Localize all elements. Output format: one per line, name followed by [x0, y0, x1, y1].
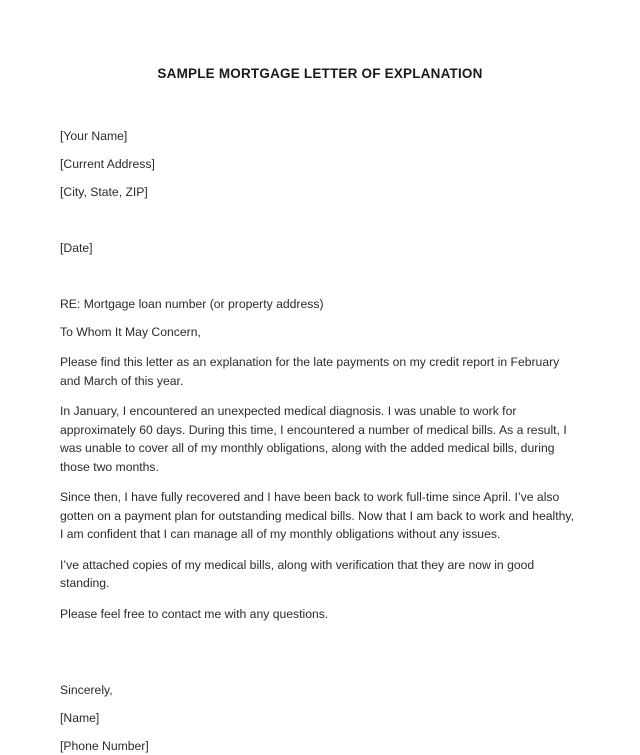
letter-content: [60, 0, 580, 755]
closing-block: [60, 681, 580, 755]
subject-line: RE: Mortgage loan number (or property address): [60, 297, 324, 311]
body-paragraph: Since then, I have fully recovered and I have been back to work full-time since April. I’ve also gotten on a payment plan for outstanding medical bills. Now that I am back to work and healthy, I am confident that I can manage all of my monthly obligations without any issues.: [60, 490, 574, 541]
body-paragraph: I’ve attached copies of my medical bills, along with verification that they are now in good standing.: [60, 557, 535, 590]
signer-name-placeholder: [Name]: [60, 711, 100, 725]
body-paragraph: Please feel free to contact me with any questions.: [60, 606, 329, 621]
valediction: Sincerely,: [60, 683, 113, 697]
sender-address-block: [60, 127, 580, 201]
signer-phone-placeholder: [Phone Number]: [60, 739, 149, 753]
sender-address-placeholder: [Current Address]: [60, 157, 155, 171]
sender-name-placeholder: [Your Name]: [60, 129, 128, 143]
body-paragraph: In January, I encountered an unexpected medical diagnosis. I was unable to work for approximately 60 days. During this time, I encountered a number of medical bills. As a result, I was unable to cover all of my monthly obligations, along with the added medical bills, during those two months.: [60, 404, 567, 474]
body-paragraph: Please find this letter as an explanation for the late payments on my credit report in February and March of this year.: [60, 355, 560, 388]
page-title: SAMPLE MORTGAGE LETTER OF EXPLANATION: [157, 66, 483, 81]
date-placeholder: [Date]: [60, 241, 93, 255]
salutation: To Whom It May Concern,: [60, 325, 201, 339]
sender-city-state-zip-placeholder: [City, State, ZIP]: [60, 185, 148, 199]
